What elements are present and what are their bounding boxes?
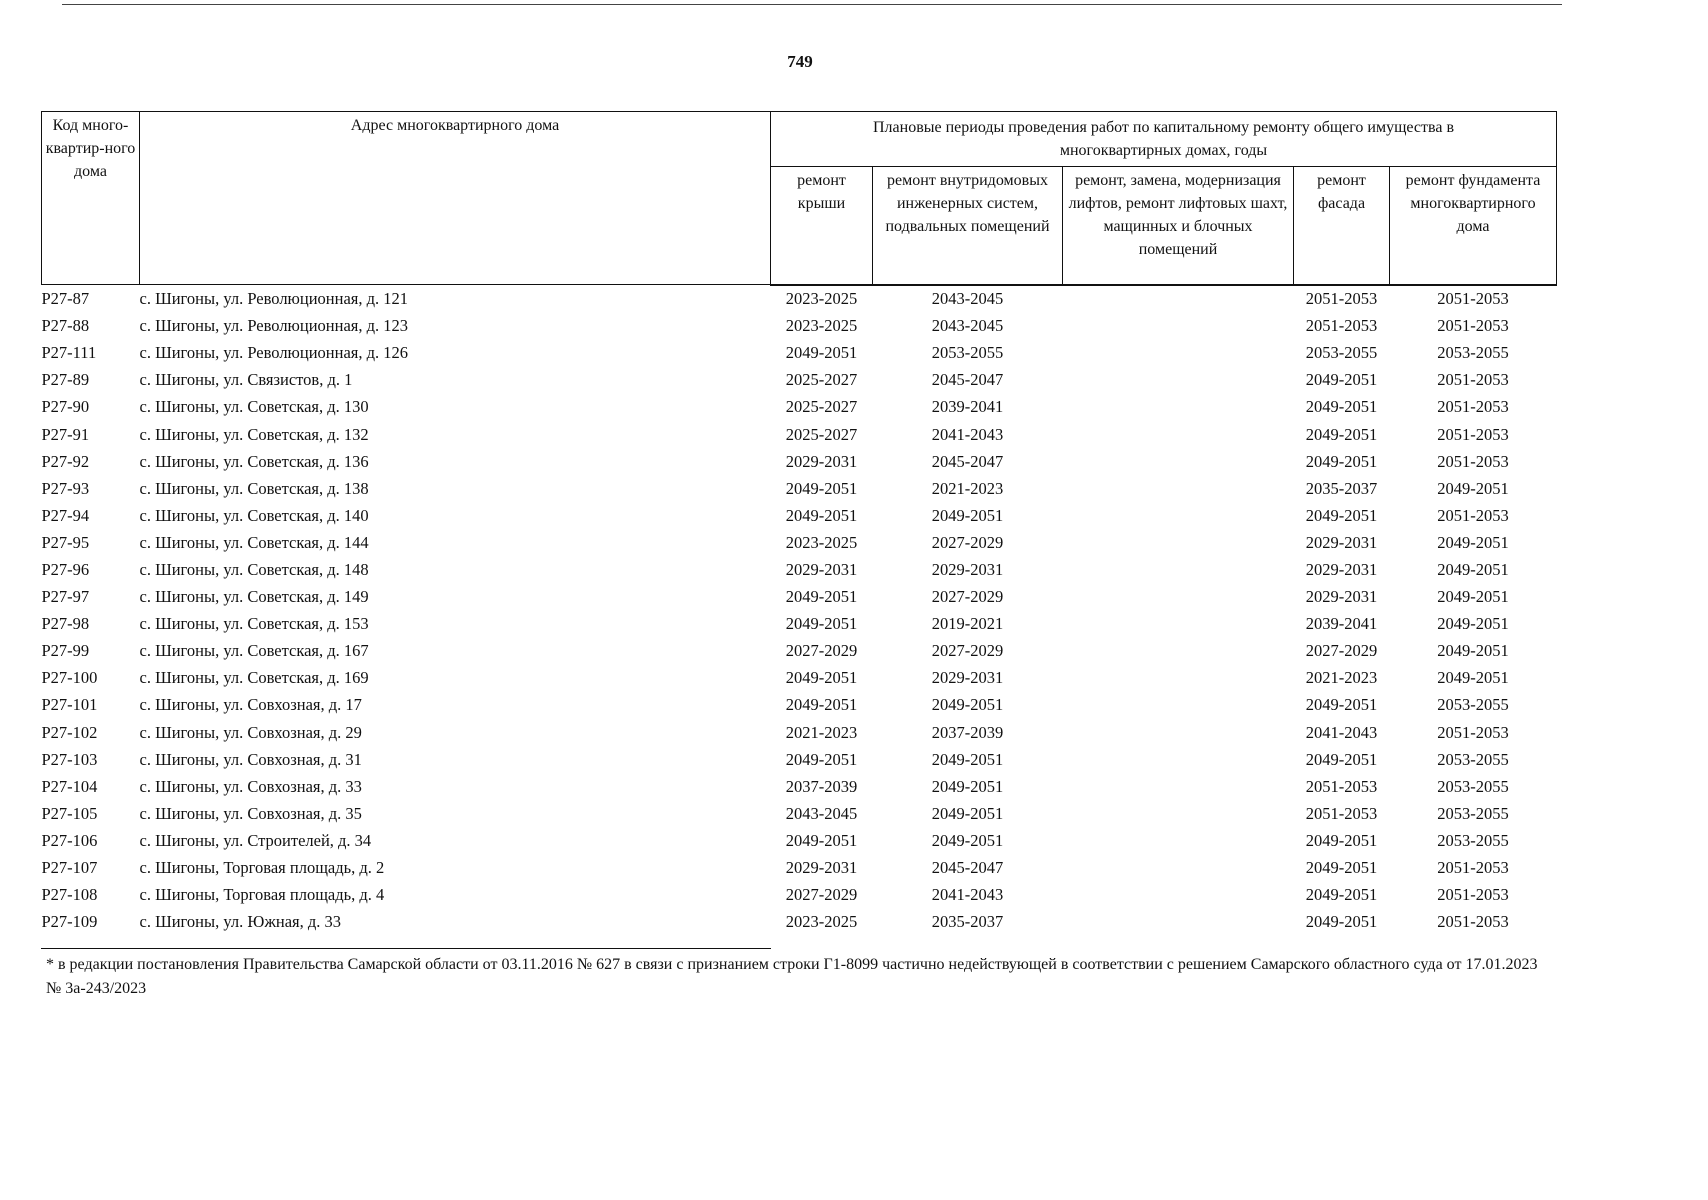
cell-lifts <box>1063 746 1294 773</box>
cell-roof: 2025-2027 <box>785 370 858 390</box>
cell-address: с. Шигоны, ул. Совхозная, д. 35 <box>139 803 362 823</box>
cell-systems: 2041-2043 <box>931 885 1004 905</box>
cell-code: Р27-108 <box>41 885 98 905</box>
cell-systems: 2045-2047 <box>931 370 1004 390</box>
cell-systems: 2049-2051 <box>931 749 1004 769</box>
cell-address: с. Шигоны, ул. Южная, д. 33 <box>139 912 342 932</box>
cell-foundation: 2053-2055 <box>1437 776 1509 796</box>
table-row <box>42 638 1557 665</box>
cell-facade: 2049-2051 <box>1305 397 1378 417</box>
table-row <box>42 502 1557 529</box>
cell-lifts <box>1063 367 1294 394</box>
cell-systems: 2043-2045 <box>931 289 1004 309</box>
cell-facade: 2027-2029 <box>1305 641 1378 661</box>
cell-systems: 2021-2023 <box>931 478 1004 498</box>
cell-facade: 2051-2053 <box>1305 776 1378 796</box>
table-row <box>42 584 1557 611</box>
table-row <box>42 367 1557 394</box>
cell-lifts <box>1063 827 1294 854</box>
cell-roof: 2049-2051 <box>785 695 858 715</box>
cell-systems: 2053-2055 <box>931 343 1004 363</box>
cell-code: Р27-97 <box>41 587 90 607</box>
cell-roof: 2049-2051 <box>785 505 858 525</box>
cell-foundation: 2049-2051 <box>1437 478 1509 498</box>
cell-lifts <box>1063 448 1294 475</box>
cell-roof: 2037-2039 <box>785 776 858 796</box>
cell-systems: 2049-2051 <box>931 803 1004 823</box>
table-row <box>42 475 1557 502</box>
cell-lifts <box>1063 773 1294 800</box>
cell-lifts <box>1063 584 1294 611</box>
cell-facade: 2029-2031 <box>1305 587 1378 607</box>
cell-lifts <box>1063 502 1294 529</box>
cell-lifts <box>1063 909 1294 936</box>
header-foundation: ремонт фундамента многоквартирного дома <box>1390 167 1557 285</box>
cell-roof: 2027-2029 <box>785 641 858 661</box>
table-row <box>42 882 1557 909</box>
cell-address: с. Шигоны, ул. Совхозная, д. 29 <box>139 722 362 742</box>
cell-address: с. Шигоны, ул. Советская, д. 130 <box>139 397 369 417</box>
header-address: Адрес многоквартирного дома <box>140 112 771 285</box>
cell-code: Р27-111 <box>41 343 97 363</box>
cell-roof: 2049-2051 <box>785 668 858 688</box>
table-row <box>42 692 1557 719</box>
cell-roof: 2049-2051 <box>785 749 858 769</box>
cell-lifts <box>1063 719 1294 746</box>
cell-facade: 2051-2053 <box>1305 316 1378 336</box>
top-rule <box>62 4 1562 5</box>
cell-foundation: 2051-2053 <box>1437 316 1509 336</box>
cell-code: Р27-95 <box>41 532 90 552</box>
cell-address: с. Шигоны, Торговая площадь, д. 4 <box>139 885 385 905</box>
cell-code: Р27-101 <box>41 695 98 715</box>
cell-roof: 2023-2025 <box>785 912 858 932</box>
cell-address: с. Шигоны, ул. Революционная, д. 121 <box>139 288 409 308</box>
cell-facade: 2029-2031 <box>1305 559 1378 579</box>
cell-foundation: 2051-2053 <box>1437 370 1509 390</box>
table-row <box>42 773 1557 800</box>
cell-lifts <box>1063 882 1294 909</box>
cell-roof: 2023-2025 <box>785 532 858 552</box>
cell-facade: 2029-2031 <box>1305 532 1378 552</box>
cell-address: с. Шигоны, ул. Советская, д. 140 <box>139 505 369 525</box>
cell-systems: 2037-2039 <box>931 722 1004 742</box>
cell-address: с. Шигоны, ул. Строителей, д. 34 <box>139 830 372 850</box>
table-row <box>42 313 1557 340</box>
header-roof: ремонт крыши <box>771 167 873 285</box>
cell-roof: 2025-2027 <box>785 397 858 417</box>
cell-foundation: 2051-2053 <box>1437 397 1509 417</box>
header-lifts: ремонт, замена, модернизация лифтов, ремонт лифтовых шахт, мащинных и блочных помещений <box>1063 167 1294 285</box>
cell-roof: 2049-2051 <box>785 478 858 498</box>
cell-lifts <box>1063 394 1294 421</box>
cell-foundation: 2053-2055 <box>1437 695 1509 715</box>
cell-lifts <box>1063 556 1294 583</box>
cell-facade: 2049-2051 <box>1305 912 1378 932</box>
table-row <box>42 827 1557 854</box>
table-row <box>42 800 1557 827</box>
cell-address: с. Шигоны, ул. Советская, д. 132 <box>139 424 369 444</box>
cell-foundation: 2051-2053 <box>1437 722 1509 742</box>
cell-code: Р27-98 <box>41 614 90 634</box>
cell-address: с. Шигоны, ул. Советская, д. 148 <box>139 559 369 579</box>
cell-facade: 2041-2043 <box>1305 722 1378 742</box>
cell-facade: 2053-2055 <box>1305 343 1378 363</box>
header-facade: ремонт фасада <box>1294 167 1390 285</box>
cell-code: Р27-106 <box>41 830 98 850</box>
cell-systems: 2019-2021 <box>931 614 1004 634</box>
cell-code: Р27-104 <box>41 776 98 796</box>
cell-lifts <box>1063 421 1294 448</box>
cell-address: с. Шигоны, ул. Связистов, д. 1 <box>139 370 353 390</box>
table-row <box>42 556 1557 583</box>
cell-foundation: 2051-2053 <box>1437 424 1509 444</box>
page-number: 749 <box>787 52 813 71</box>
cell-lifts <box>1063 692 1294 719</box>
cell-address: с. Шигоны, ул. Советская, д. 138 <box>139 478 369 498</box>
cell-systems: 2039-2041 <box>931 397 1004 417</box>
cell-foundation: 2049-2051 <box>1437 668 1509 688</box>
cell-facade: 2049-2051 <box>1305 370 1378 390</box>
table-row <box>42 448 1557 475</box>
cell-facade: 2039-2041 <box>1305 614 1378 634</box>
cell-foundation: 2051-2053 <box>1437 289 1509 309</box>
cell-facade: 2049-2051 <box>1305 424 1378 444</box>
cell-systems: 2041-2043 <box>931 424 1004 444</box>
cell-systems: 2027-2029 <box>931 641 1004 661</box>
table-row <box>42 394 1557 421</box>
table-row <box>42 529 1557 556</box>
cell-lifts <box>1063 800 1294 827</box>
cell-foundation: 2053-2055 <box>1437 803 1509 823</box>
cell-code: Р27-99 <box>41 641 90 661</box>
cell-code: Р27-89 <box>41 370 90 390</box>
cell-address: с. Шигоны, ул. Революционная, д. 126 <box>139 343 409 363</box>
cell-lifts <box>1063 285 1294 313</box>
cell-facade: 2049-2051 <box>1305 749 1378 769</box>
cell-foundation: 2053-2055 <box>1437 830 1509 850</box>
table-row <box>42 611 1557 638</box>
footnote: * в редакции постановления Правительства Самарской области от 03.11.2016 № 627 в связи с признанием строки Г1-8099 частично недействующей в соответствии с решением Самарского областного суда от 17.01.2023 № 3а-243/2023 <box>46 956 1538 997</box>
cell-foundation: 2049-2051 <box>1437 641 1509 661</box>
cell-facade: 2035-2037 <box>1305 478 1378 498</box>
cell-roof: 2029-2031 <box>785 559 858 579</box>
footnote-rule <box>41 948 771 949</box>
cell-address: с. Шигоны, ул. Совхозная, д. 17 <box>139 695 362 715</box>
cell-facade: 2049-2051 <box>1305 505 1378 525</box>
cell-address: с. Шигоны, ул. Советская, д. 167 <box>139 641 369 661</box>
cell-foundation: 2053-2055 <box>1437 749 1509 769</box>
cell-address: с. Шигоны, ул. Революционная, д. 123 <box>139 316 409 336</box>
table-row <box>42 340 1557 367</box>
cell-foundation: 2051-2053 <box>1437 858 1509 878</box>
cell-foundation: 2049-2051 <box>1437 532 1509 552</box>
cell-systems: 2045-2047 <box>931 858 1004 878</box>
table-body <box>42 285 1557 936</box>
cell-roof: 2025-2027 <box>785 424 858 444</box>
table-row <box>42 421 1557 448</box>
cell-code: Р27-103 <box>41 749 98 769</box>
cell-facade: 2051-2053 <box>1305 289 1378 309</box>
cell-lifts <box>1063 665 1294 692</box>
cell-lifts <box>1063 854 1294 881</box>
cell-roof: 2027-2029 <box>785 885 858 905</box>
cell-code: Р27-105 <box>41 803 98 823</box>
header-code: Код много-квартир-ного дома <box>42 112 140 285</box>
cell-systems: 2049-2051 <box>931 830 1004 850</box>
cell-address: с. Шигоны, ул. Советская, д. 149 <box>139 587 369 607</box>
cell-facade: 2049-2051 <box>1305 830 1378 850</box>
cell-code: Р27-91 <box>41 424 90 444</box>
cell-foundation: 2049-2051 <box>1437 559 1509 579</box>
cell-roof: 2043-2045 <box>785 803 858 823</box>
cell-address: с. Шигоны, ул. Советская, д. 169 <box>139 668 369 688</box>
repair-schedule-table <box>41 111 1557 936</box>
cell-systems: 2045-2047 <box>931 451 1004 471</box>
cell-roof: 2049-2051 <box>785 343 858 363</box>
cell-foundation: 2049-2051 <box>1437 614 1509 634</box>
cell-code: Р27-100 <box>41 668 98 688</box>
cell-roof: 2023-2025 <box>785 316 858 336</box>
cell-facade: 2049-2051 <box>1305 885 1378 905</box>
cell-systems: 2027-2029 <box>931 532 1004 552</box>
cell-address: с. Шигоны, ул. Советская, д. 153 <box>139 614 369 634</box>
cell-systems: 2049-2051 <box>931 776 1004 796</box>
cell-roof: 2023-2025 <box>785 289 858 309</box>
cell-systems: 2049-2051 <box>931 505 1004 525</box>
cell-code: Р27-87 <box>41 288 90 308</box>
cell-lifts <box>1063 529 1294 556</box>
cell-address: с. Шигоны, ул. Совхозная, д. 31 <box>139 749 362 769</box>
table-row <box>42 285 1557 313</box>
cell-roof: 2049-2051 <box>785 830 858 850</box>
cell-lifts <box>1063 340 1294 367</box>
cell-roof: 2021-2023 <box>785 722 858 742</box>
cell-code: Р27-94 <box>41 505 90 525</box>
cell-systems: 2049-2051 <box>931 695 1004 715</box>
cell-facade: 2049-2051 <box>1305 451 1378 471</box>
cell-roof: 2049-2051 <box>785 614 858 634</box>
cell-systems: 2035-2037 <box>931 912 1004 932</box>
table-row <box>42 719 1557 746</box>
cell-code: Р27-102 <box>41 722 98 742</box>
cell-systems: 2043-2045 <box>931 316 1004 336</box>
cell-foundation: 2053-2055 <box>1437 343 1509 363</box>
cell-code: Р27-107 <box>41 858 98 878</box>
cell-lifts <box>1063 638 1294 665</box>
cell-facade: 2049-2051 <box>1305 695 1378 715</box>
table-row <box>42 854 1557 881</box>
cell-lifts <box>1063 475 1294 502</box>
cell-address: с. Шигоны, ул. Советская, д. 144 <box>139 532 369 552</box>
cell-systems: 2027-2029 <box>931 587 1004 607</box>
cell-address: с. Шигоны, ул. Совхозная, д. 33 <box>139 776 362 796</box>
cell-foundation: 2051-2053 <box>1437 885 1509 905</box>
cell-foundation: 2051-2053 <box>1437 912 1509 932</box>
cell-address: с. Шигоны, ул. Советская, д. 136 <box>139 451 369 471</box>
cell-address: с. Шигоны, Торговая площадь, д. 2 <box>139 858 385 878</box>
cell-facade: 2021-2023 <box>1305 668 1378 688</box>
cell-foundation: 2051-2053 <box>1437 451 1509 471</box>
cell-foundation: 2051-2053 <box>1437 505 1509 525</box>
cell-code: Р27-96 <box>41 559 90 579</box>
cell-lifts <box>1063 611 1294 638</box>
cell-roof: 2029-2031 <box>785 451 858 471</box>
cell-code: Р27-109 <box>41 912 98 932</box>
cell-code: Р27-92 <box>41 451 90 471</box>
cell-roof: 2049-2051 <box>785 587 858 607</box>
cell-roof: 2029-2031 <box>785 858 858 878</box>
cell-foundation: 2049-2051 <box>1437 587 1509 607</box>
table-row <box>42 746 1557 773</box>
cell-systems: 2029-2031 <box>931 559 1004 579</box>
cell-facade: 2051-2053 <box>1305 803 1378 823</box>
table-row <box>42 909 1557 936</box>
cell-systems: 2029-2031 <box>931 668 1004 688</box>
cell-code: Р27-93 <box>41 478 90 498</box>
cell-code: Р27-88 <box>41 316 90 336</box>
table-row <box>42 665 1557 692</box>
header-systems: ремонт внутридомовых инженерных систем, подвальных помещений <box>873 167 1063 285</box>
header-periods-group: Плановые периоды проведения работ по капитальному ремонту общего имущества в многоквартирных домах, годы <box>771 112 1557 167</box>
cell-facade: 2049-2051 <box>1305 858 1378 878</box>
cell-lifts <box>1063 313 1294 340</box>
cell-code: Р27-90 <box>41 397 90 417</box>
